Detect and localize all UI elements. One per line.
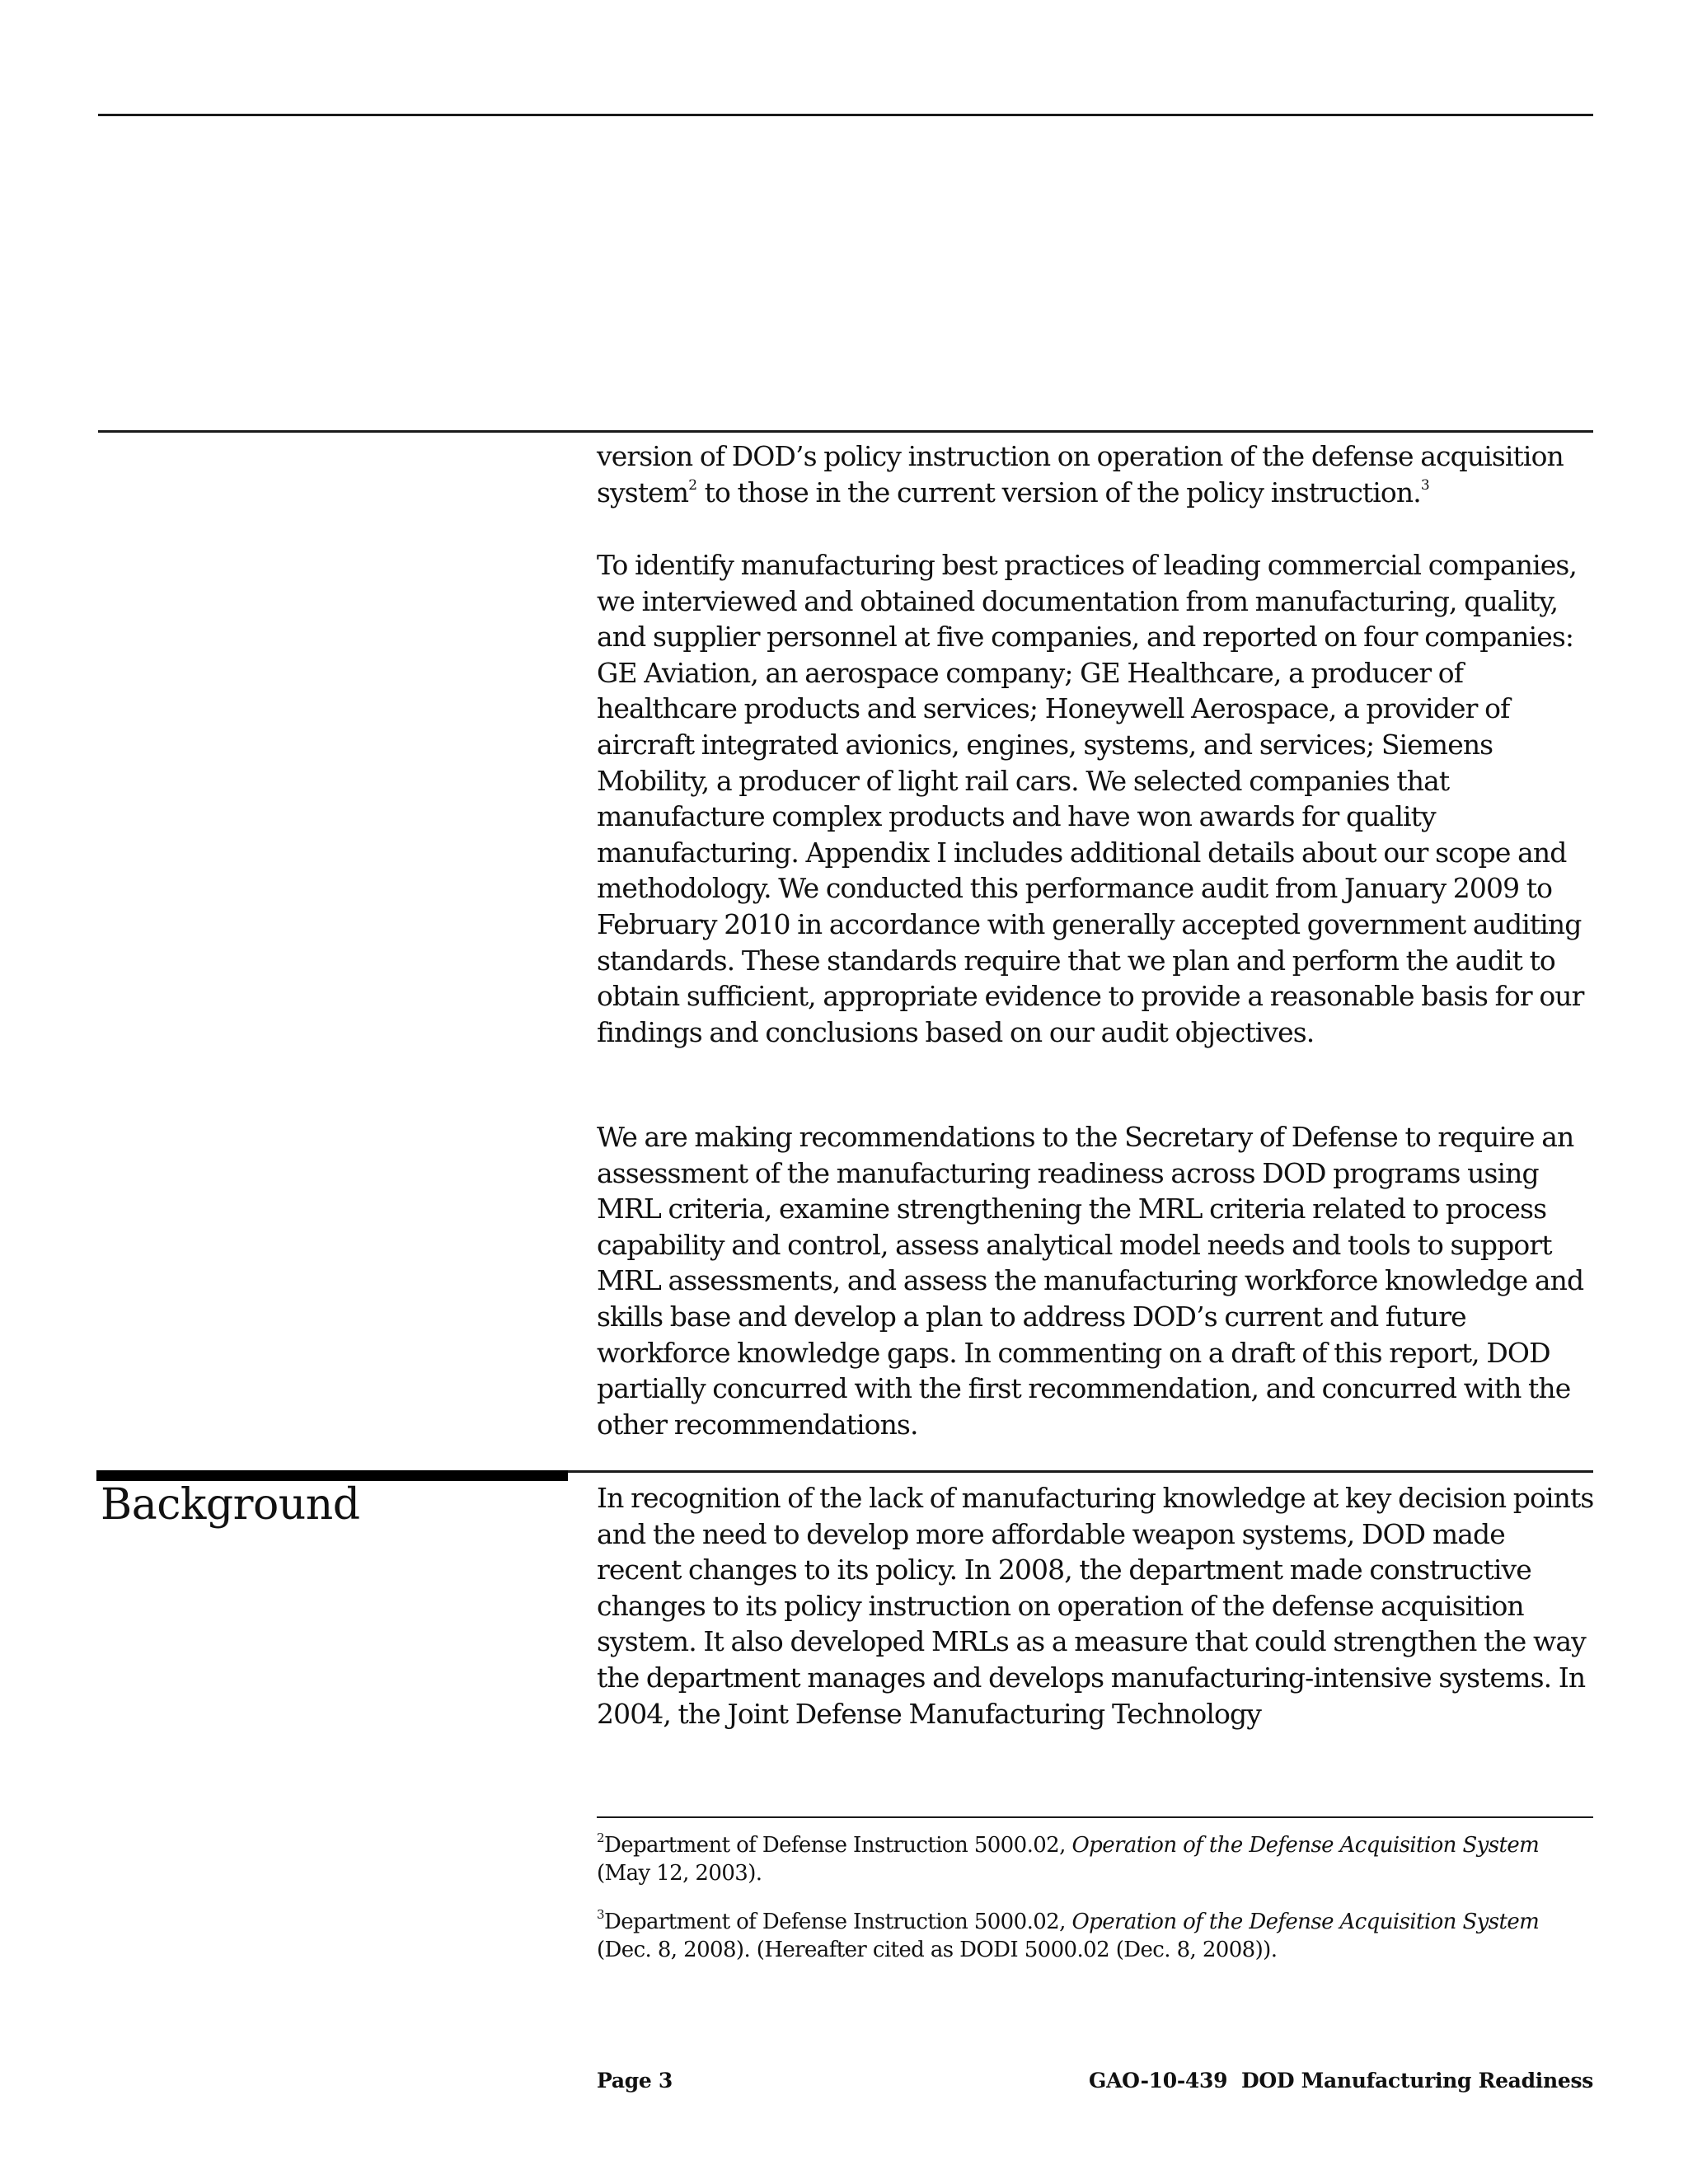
paragraph-continuation (597, 438, 1596, 510)
footnote-title: Operation of the Defense Acquisition System (1071, 1910, 1540, 1934)
footnote-number: 3 (597, 1907, 604, 1923)
paragraph-methodology: To identify manufacturing best practices of leading commercial companies, we interviewed and obtained documentation from manufacturing, quality, and supplier personnel at five companies, and reported on four companies: GE Aviation, an aerospace company; GE Healthcare, a producer of healthcare products and services; Honeywell Aerospace, a provider of aircraft integrated avionics, engines, systems, and services; Siemens Mobility, a producer of light rail cars. We selected companies that manufacture complex products and have won awards for quality manufacturing. Appendix I includes additional details about our scope and methodology. We conducted this performance audit from January 2009 to February 2010 in accordance with generally accepted government auditing standards. These standards require that we plan and perform the audit to obtain sufficient, appropriate evidence to provide a reasonable basis for our findings and conclusions based on our audit objectives. (597, 549, 1584, 1048)
report-identifier: GAO-10-439 DOD Manufacturing Readiness (1089, 2069, 1593, 2093)
footnote-ref-2: 2 (688, 476, 698, 494)
footnote-text: (Dec. 8, 2008). (Hereafter cited as DODI 5000.02 (Dec. 8, 2008)). (597, 1938, 1278, 1962)
footnote-2 (597, 1831, 1596, 1887)
paragraph-text: version of DOD’s policy instruction on operation of the defense acquisition system (597, 440, 1564, 509)
paragraph-recommendations: We are making recommendations to the Secretary of Defense to require an assessment of the manufacturing readiness across DOD programs using MRL criteria, examine strengthening the MRL criteria related to process capability and control, assess analytical model needs and tools to support MRL assessments, and assess the manufacturing workforce knowledge and skills base and develop a plan to address DOD’s current and future workforce knowledge gaps. In commenting on a draft of this report, DOD partially concurred with the first recommendation, and concurred with the other recommendations. (597, 1121, 1584, 1441)
footnote-ref-3: 3 (1420, 476, 1430, 494)
footnote-number: 2 (597, 1830, 604, 1846)
footnote-text: Department of Defense Instruction 5000.02, (603, 1833, 1072, 1858)
content-top-rule (98, 430, 1593, 433)
footnote-title: Operation of the Defense Acquisition System (1071, 1833, 1540, 1858)
page-number: Page 3 (597, 2069, 673, 2093)
section-title: Background (101, 1480, 360, 1530)
footnote-text: Department of Defense Instruction 5000.02, (603, 1910, 1072, 1934)
footnote-text: (May 12, 2003). (597, 1861, 762, 1886)
footnote-3 (597, 1908, 1596, 1964)
section-rule (568, 1470, 1593, 1473)
footnote-rule (597, 1816, 1593, 1818)
top-rule (98, 114, 1593, 116)
paragraph-text: to those in the current version of the policy instruction. (697, 476, 1421, 509)
paragraph-background: In recognition of the lack of manufacturing knowledge at key decision points and the need to develop more affordable weapon systems, DOD made recent changes to its policy. In 2008, the department made constructive changes to its policy instruction on operation of the defense acquisition system. It also developed MRLs as a measure that could strengthen the way the department manages and develops manufacturing-intensive systems. In 2004, the Joint Defense Manufacturing Technology (597, 1482, 1594, 1730)
